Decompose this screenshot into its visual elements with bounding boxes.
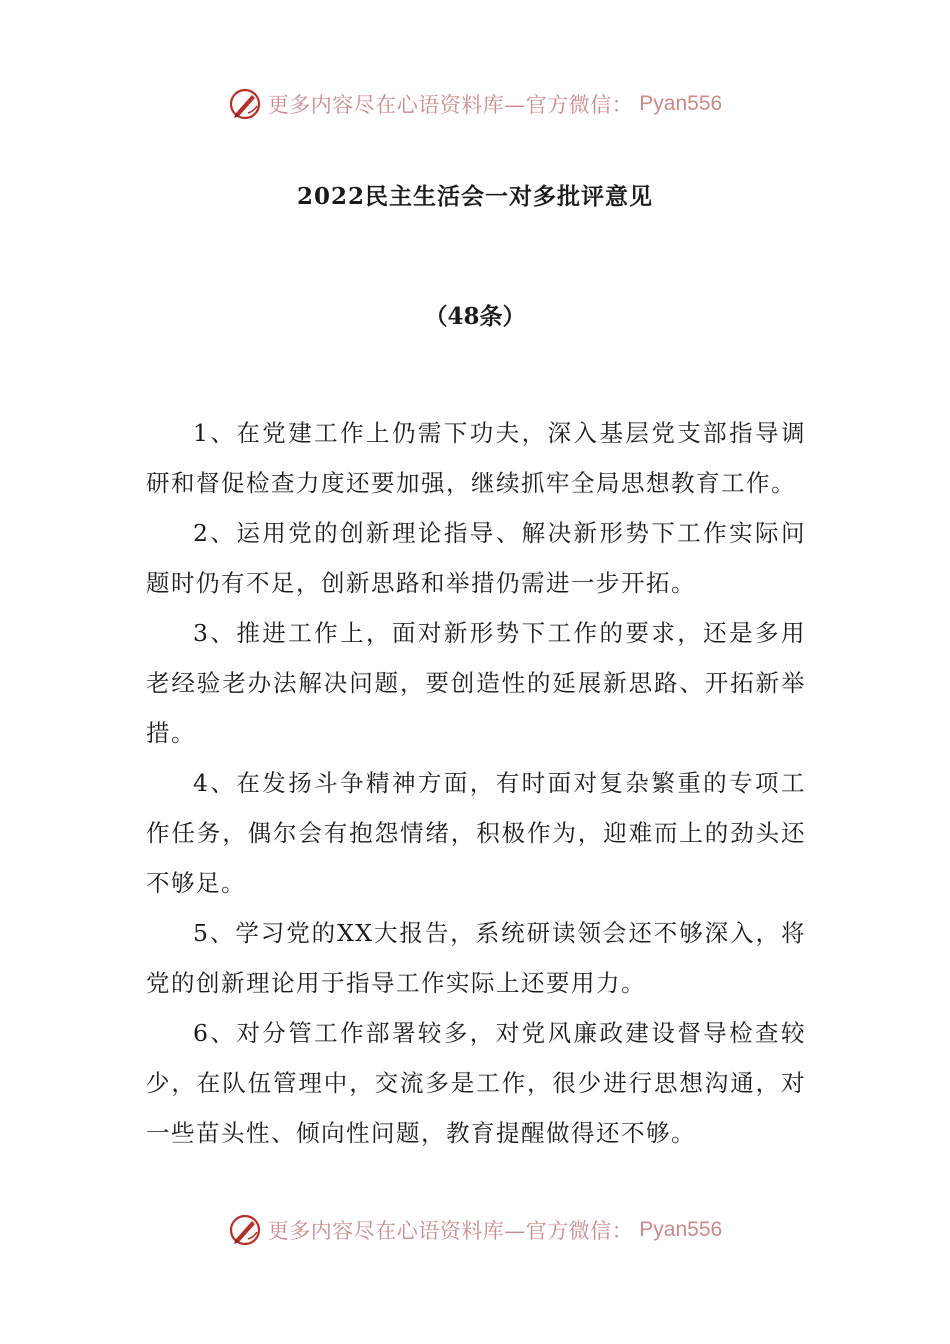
watermark-wechat-id: Pyan556 <box>639 92 723 115</box>
document-subtitle: （48条） <box>424 303 526 330</box>
paragraph: 5、学习党的XX大报告，系统研读领会还不够深入，将党的创新理论用于指导工作实际上还要用力。 <box>146 919 806 997</box>
paragraph: 6、对分管工作部署较多，对党风廉政建设督导检查较少，在队伍管理中，交流多是工作，很少进行思想沟通，对一些苗头性、倾向性问题，教育提醒做得还不够。 <box>146 1019 806 1147</box>
paragraph: 4、在发扬斗争精神方面，有时面对复杂繁重的专项工作任务，偶尔会有抱怨情绪，积极作为，迎难而上的劲头还不够足。 <box>146 769 806 897</box>
pen-logo-icon <box>228 87 262 121</box>
paragraph: 3、推进工作上，面对新形势下工作的要求，还是多用老经验老办法解决问题，要创造性的延展新思路、开拓新举措。 <box>146 619 806 747</box>
document-body <box>146 408 806 1158</box>
paragraph: 2、运用党的创新理论指导、解决新形势下工作实际问题时仍有不足，创新思路和举措仍需进一步开拓。 <box>146 519 806 597</box>
watermark-text: 更多内容尽在心语资料库—官方微信： <box>267 93 634 117</box>
document-title: 2022民主生活会一对多批评意见 <box>296 183 653 210</box>
paragraph: 1、在党建工作上仍需下功夫，深入基层党支部指导调研和督促检查力度还要加强，继续抓牢全局思想教育工作。 <box>146 419 806 497</box>
footer-watermark <box>0 1210 950 1250</box>
watermark-text: 更多内容尽在心语资料库—官方微信： <box>267 1219 634 1243</box>
watermark-wechat-id: Pyan556 <box>639 1218 723 1241</box>
pen-logo-icon <box>228 1213 262 1247</box>
header-watermark <box>0 84 950 124</box>
